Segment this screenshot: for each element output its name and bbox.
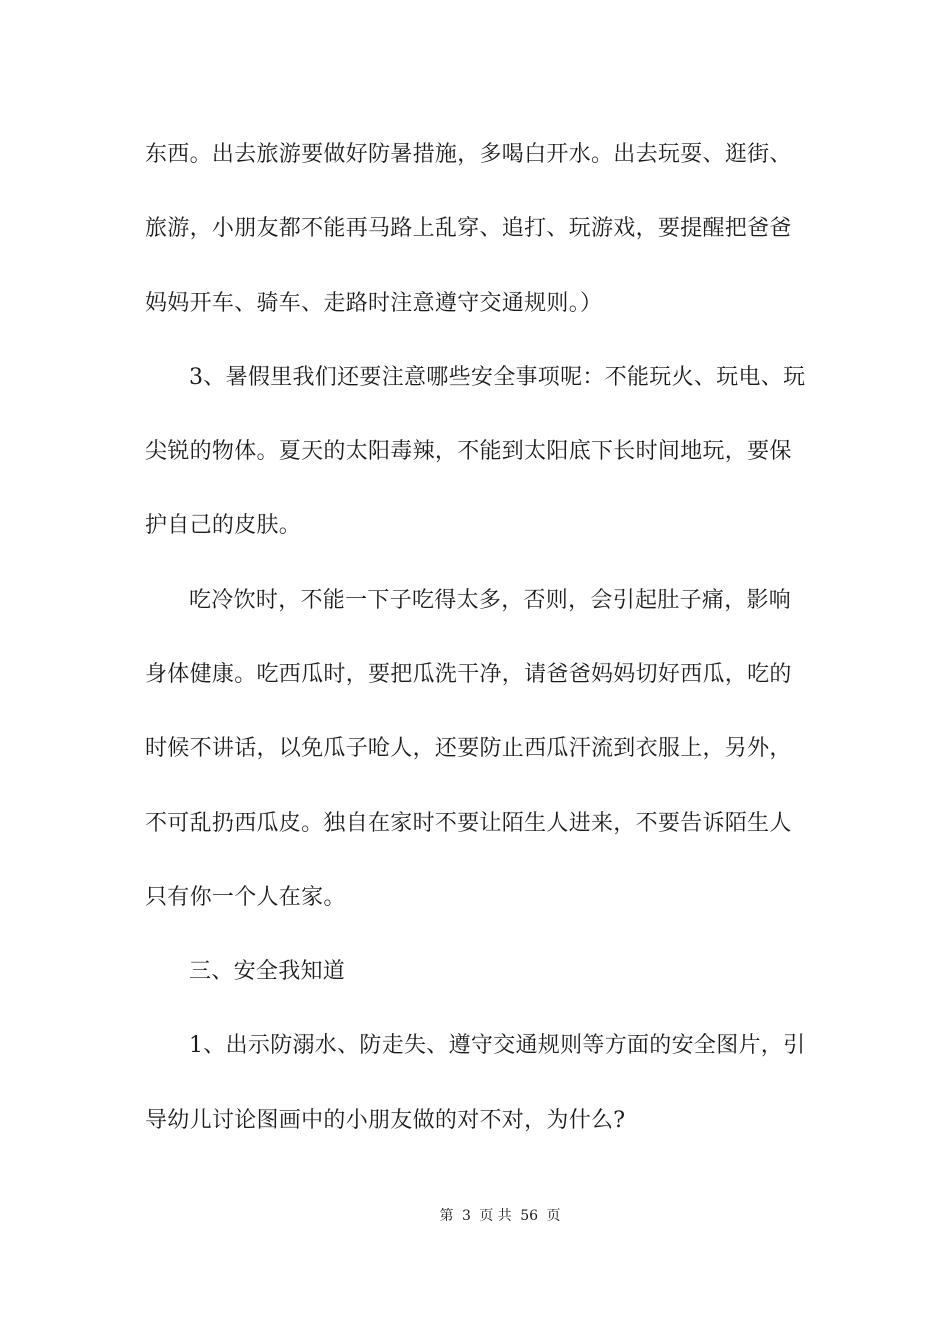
text-line-6: 护自己的皮肤。 [145, 513, 302, 538]
text-line-8: 身体健康。吃西瓜时，要把瓜洗干净，请爸爸妈妈切好西瓜，吃的 [145, 662, 792, 687]
text-line-13: 1、出示防溺水、防走失、遵守交通规则等方面的安全图片，引 [189, 1033, 806, 1058]
text-line-4: 3、暑假里我们还要注意哪些安全事项呢：不能玩火、玩电、玩 [189, 365, 806, 390]
text-line-5: 尖锐的物体。夏天的太阳毒辣，不能到太阳底下长时间地玩，要保 [145, 439, 792, 464]
footer-page-number: 3 [461, 1208, 471, 1224]
footer-suffix: 页 [546, 1208, 561, 1224]
footer-prefix: 第 [439, 1208, 454, 1224]
text-line-14: 导幼儿讨论图画中的小朋友做的对不对，为什么? [145, 1108, 626, 1133]
text-line-10: 不可乱扔西瓜皮。独自在家时不要让陌生人进来，不要告诉陌生人 [145, 811, 792, 836]
text-line-1: 东西。出去旅游要做好防暑措施，多喝白开水。出去玩耍、逛街、 [145, 142, 792, 167]
footer-mid: 页 共 [479, 1208, 512, 1224]
text-line-3: 妈妈开车、骑车、走路时注意遵守交通规则。） [145, 291, 603, 316]
page-footer [0, 1206, 950, 1226]
text-line-7: 吃冷饮时，不能一下子吃得太多，否则，会引起肚子痛，影响 [189, 588, 792, 613]
text-line-11: 只有你一个人在家。 [145, 885, 346, 910]
text-line-9: 时候不讲话，以免瓜子呛人，还要防止西瓜汗流到衣服上，另外， [145, 736, 792, 761]
footer-total-pages: 56 [520, 1208, 539, 1224]
section-heading: 三、安全我知道 [189, 959, 346, 984]
text-line-2: 旅游，小朋友都不能再马路上乱穿、追打、玩游戏，要提醒把爸爸 [145, 216, 792, 241]
